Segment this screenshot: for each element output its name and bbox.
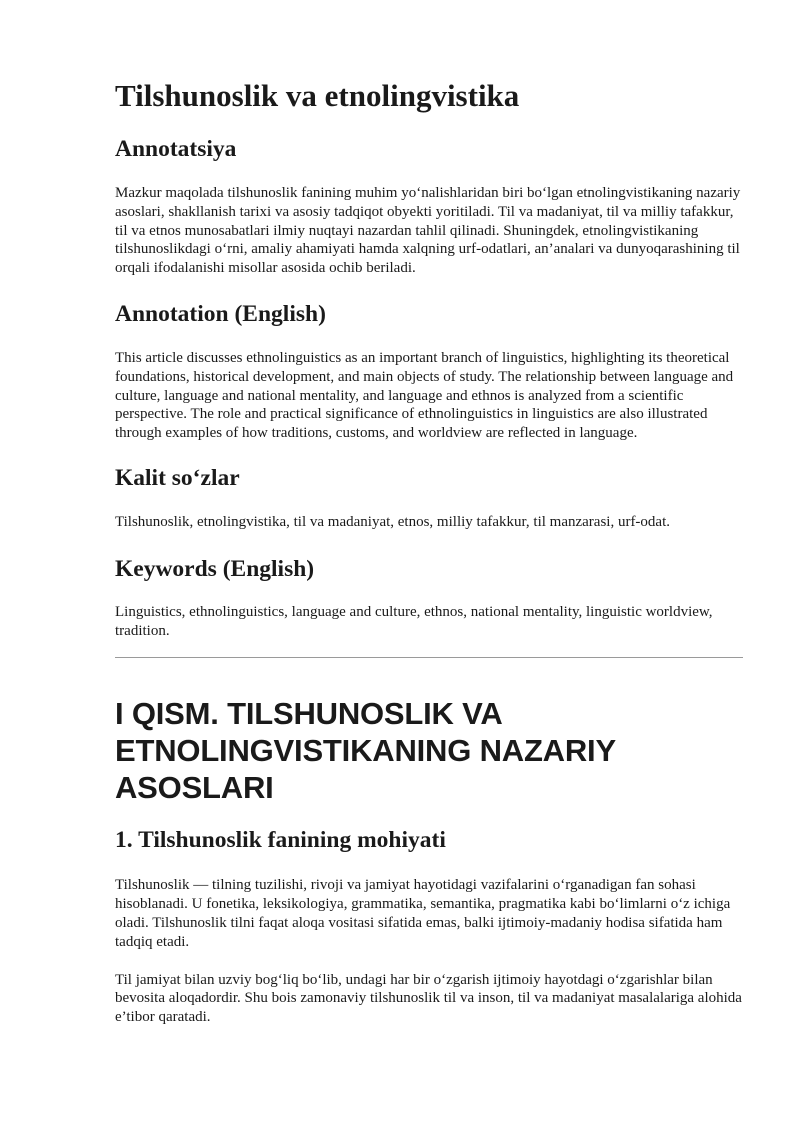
- section-divider: [115, 657, 743, 658]
- section-paragraph: Tilshunoslik — tilning tuzilishi, rivoji va jamiyat hayotidagi vazifalarini o‘rganadigan fan sohasi hisoblanadi. U fonetika, leksikologiya, grammatika, semantika, pragmatika kabi bo‘limlarni o‘z ichiga oladi. Tilshunoslik tilni faqat aloqa vositasi sifatida emas, balki ijtimoiy-madaniy hodisa sifatida ham tadqiq etadi.: [115, 877, 731, 950]
- keywords-en-heading: Keywords (English): [115, 555, 315, 582]
- section-paragraph: Til jamiyat bilan uzviy bog‘liq bo‘lib, undagi har bir o‘zgarish ijtimoiy hayotdagi o‘zgarishlar bilan bevosita aloqadordir. Shu bois zamonaviy tilshunoslik til va inson, til va madaniyat masalalariga alohida e’tibor qaratadi.: [115, 971, 742, 1026]
- annotatsiya-text: Mazkur maqolada tilshunoslik fanining muhim yo‘nalishlaridan biri bo‘lgan etnolingvistikaning nazariy asoslari, shakllanish tarixi va asosiy tadqiqot obyekti yoritiladi. Til va madaniyat, til va milliy tafakkur, til va etnos munosabatlari ilmiy nuqtayi nazardan tahlil qilinadi. Shuningdek, etnolingvistikaning tilshunoslikdagi o‘rni, amaliy ahamiyati hamda xalqning urf-odatlari, an’analari va dunyoqarashining til orqali ifodalanishi misollar asosida ochib beriladi.: [115, 185, 741, 277]
- document-title: Tilshunoslik va etnolingvistika: [115, 78, 520, 113]
- annotation-en-text: This article discusses ethnolinguistics as an important branch of linguistics, highlighting its theoretical foundations, historical development, and main objects of study. The relationship between language and culture, language and national mentality, and language and ethnos is analyzed from a scientific perspective. The role and practical significance of ethnolinguistics in linguistics are also illustrated through examples of how traditions, customs, and worldview are reflected in language.: [115, 349, 734, 442]
- keywords-en-text: Linguistics, ethnolinguistics, language and culture, ethnos, national mentality, linguistic worldview, tradition.: [115, 603, 713, 639]
- part-title: I QISM. TILSHUNOSLIK VA ETNOLINGVISTIKANING NAZARIY ASOSLARI: [115, 696, 616, 806]
- document-page: [115, 76, 743, 1027]
- annotatsiya-heading: Annotatsiya: [115, 136, 237, 162]
- kalit-sozlar-text: Tilshunoslik, etnolingvistika, til va madaniyat, etnos, milliy tafakkur, til manzarasi, urf-odat.: [115, 513, 671, 530]
- annotation-en-heading: Annotation (English): [115, 300, 326, 327]
- section-heading: 1. Tilshunoslik fanining mohiyati: [115, 827, 446, 854]
- kalit-sozlar-heading: Kalit so‘zlar: [115, 464, 240, 491]
